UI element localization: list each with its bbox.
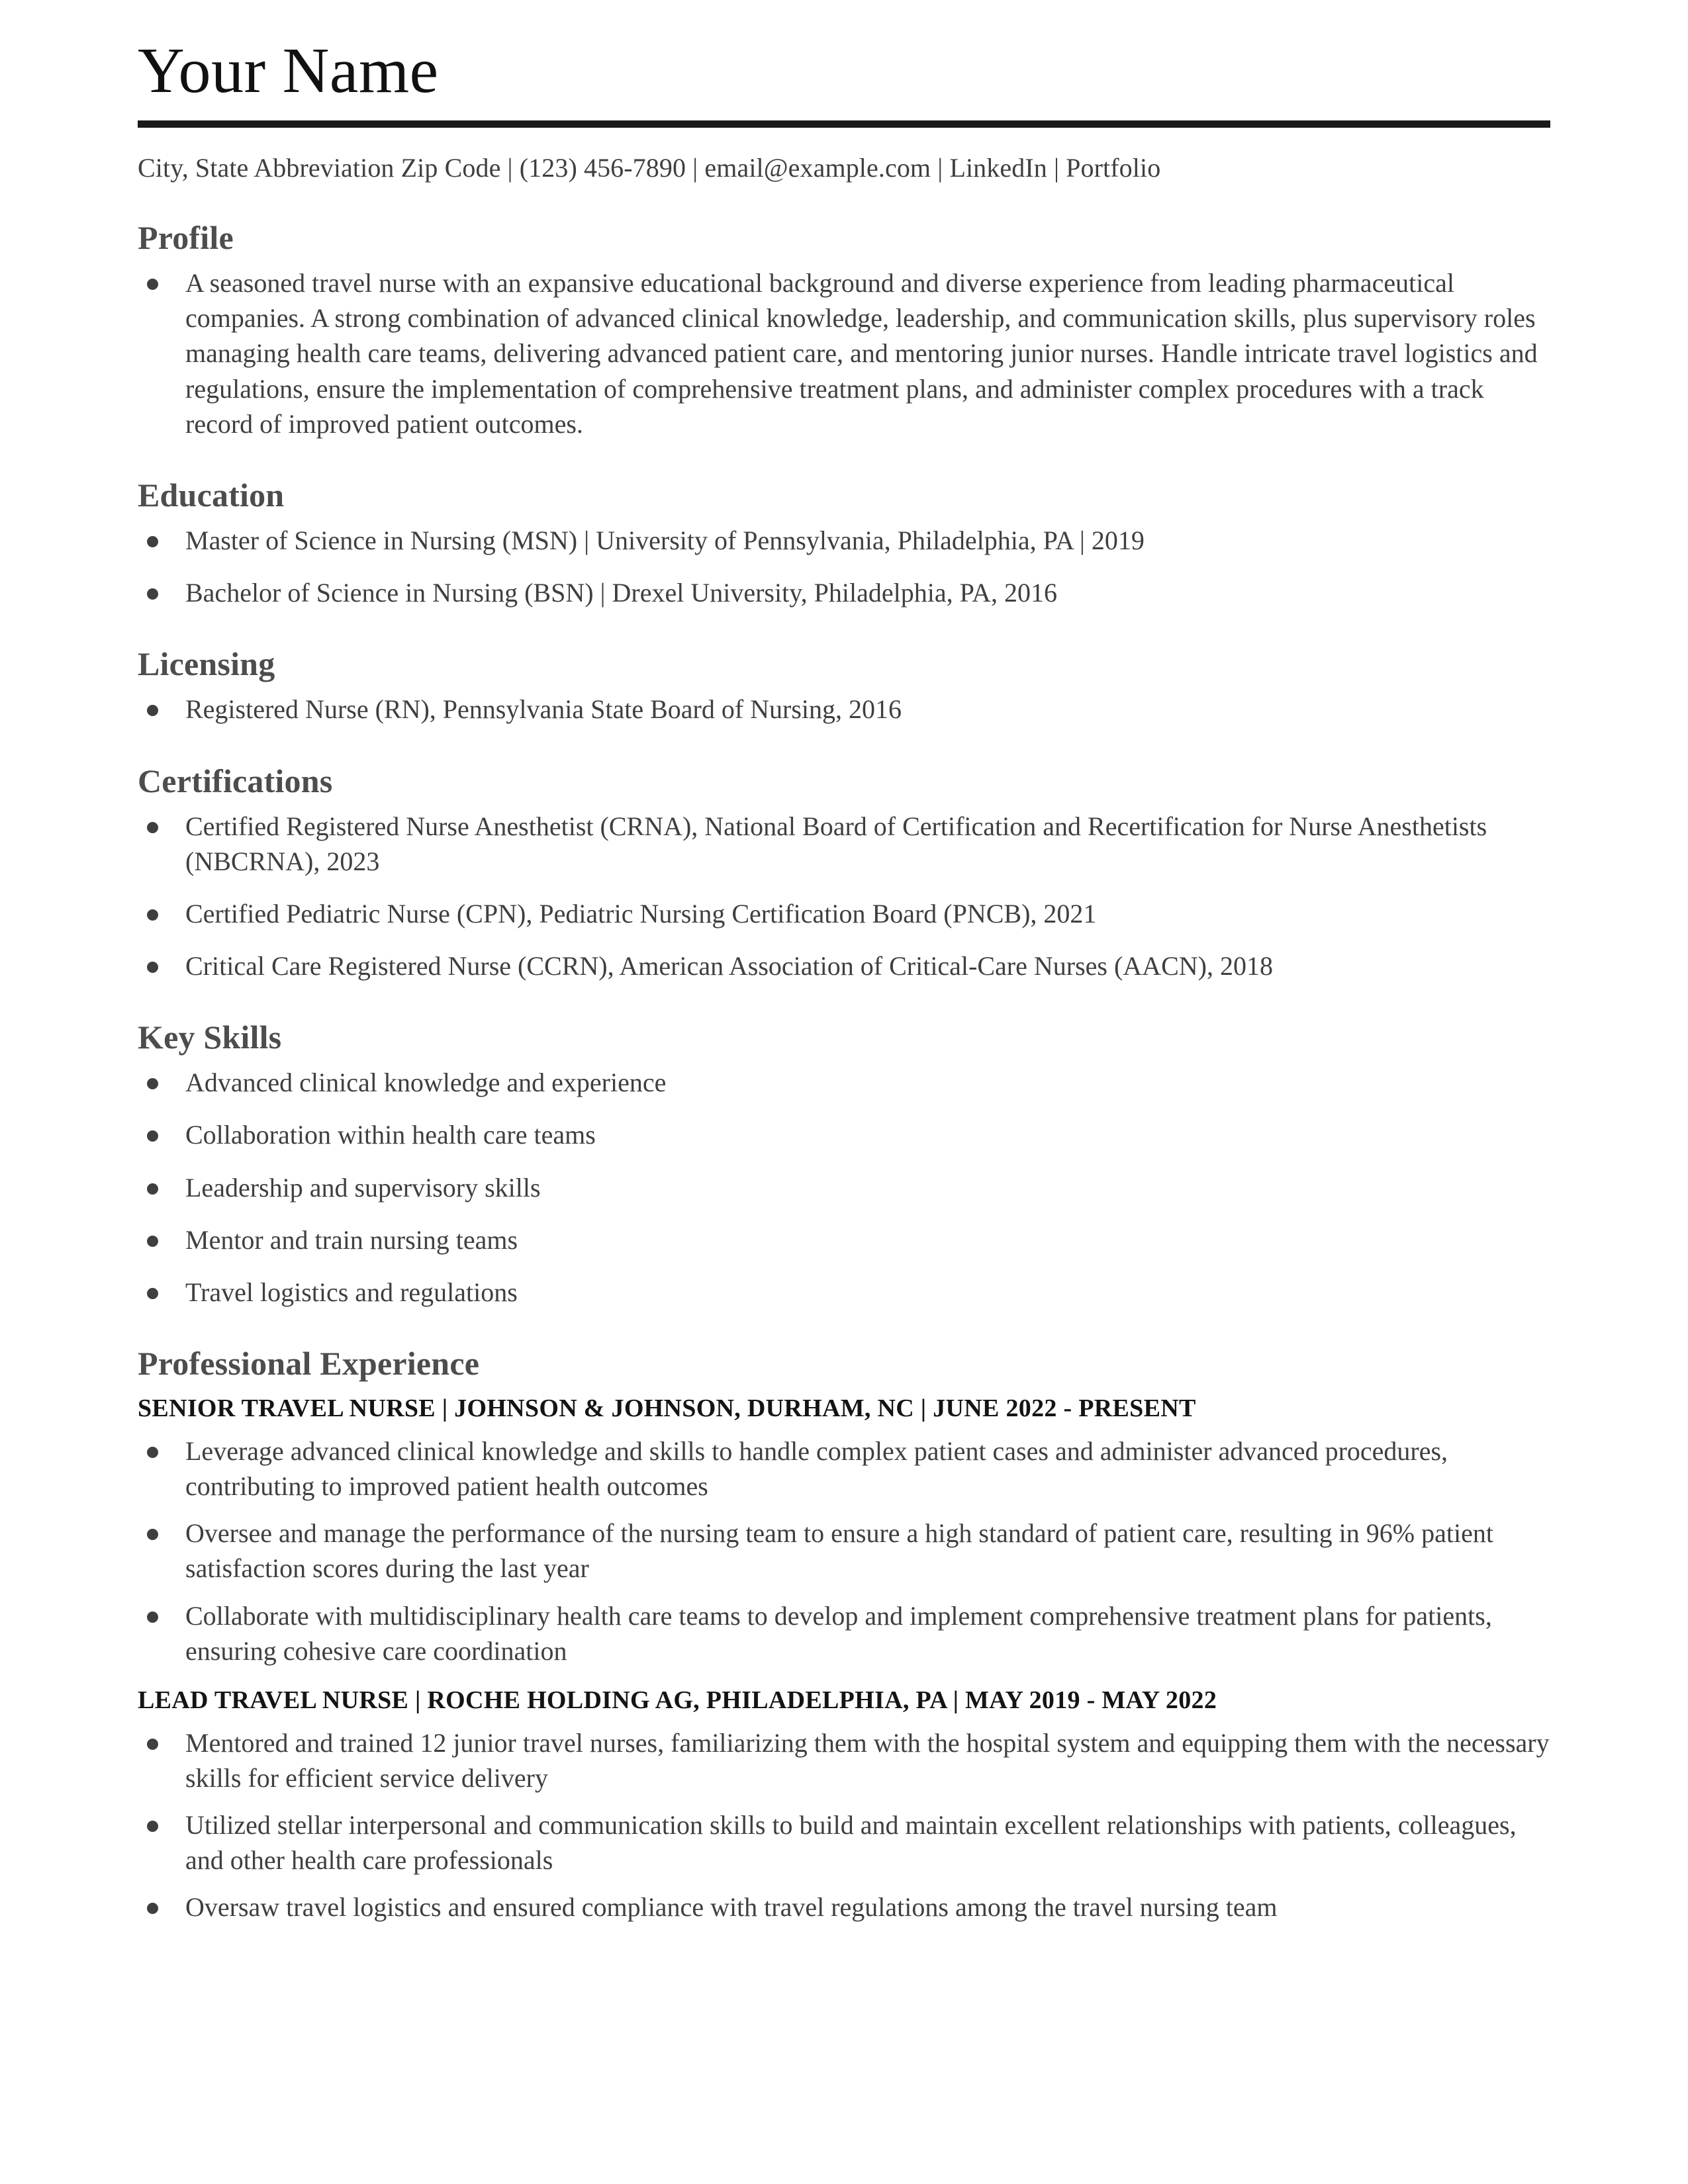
- list-item: A seasoned travel nurse with an expansive educational background and diverse experience from leading pharmaceutical companies. A strong combination of advanced clinical knowledge, leadership, and communication skills, plus supervisory roles managing health care teams, delivering advanced patient care, and mentoring junior nurses. Handle intricate travel logistics and regulations, ensure the implementation of comprehensive treatment plans, and administer complex procedures with a track record of improved patient outcomes.: [138, 265, 1550, 441]
- certifications-list: [138, 809, 1550, 984]
- key-skills-list: [138, 1065, 1550, 1310]
- list-item: Utilized stellar interpersonal and communication skills to build and maintain excellent relationships with patients, colleagues, and other health care professionals: [138, 1807, 1550, 1878]
- experience-entry: [138, 1686, 1550, 1925]
- list-item: Mentor and train nursing teams: [138, 1222, 1550, 1257]
- education-list: [138, 523, 1550, 610]
- list-item: Oversaw travel logistics and ensured compliance with travel regulations among the travel nursing team: [138, 1889, 1550, 1925]
- job-title: SENIOR TRAVEL NURSE | JOHNSON & JOHNSON, DURHAM, NC | JUNE 2022 - PRESENT: [138, 1394, 1196, 1423]
- section-certifications: [138, 763, 1550, 984]
- list-item: Mentored and trained 12 junior travel nurses, familiarizing them with the hospital system and equipping them with the necessary skills for efficient service delivery: [138, 1725, 1550, 1796]
- list-item: Leverage advanced clinical knowledge and skills to handle complex patient cases and administer advanced procedures, contributing to improved patient health outcomes: [138, 1433, 1550, 1504]
- section-heading-licensing: Licensing: [138, 645, 275, 683]
- list-item: Registered Nurse (RN), Pennsylvania State Board of Nursing, 2016: [138, 692, 1550, 727]
- section-heading-professional-experience: Professional Experience: [138, 1345, 480, 1383]
- header-divider: [138, 120, 1550, 128]
- licensing-list: [138, 692, 1550, 727]
- list-item: Collaborate with multidisciplinary health care teams to develop and implement comprehensive treatment plans for patients, ensuring cohesive care coordination: [138, 1598, 1550, 1668]
- section-professional-experience: [138, 1345, 1550, 1925]
- profile-list: [138, 265, 1550, 441]
- list-item: Advanced clinical knowledge and experience: [138, 1065, 1550, 1100]
- section-heading-certifications: Certifications: [138, 762, 333, 799]
- list-item: Master of Science in Nursing (MSN) | University of Pennsylvania, Philadelphia, PA | 2019: [138, 523, 1550, 558]
- section-key-skills: [138, 1019, 1550, 1310]
- list-item: Bachelor of Science in Nursing (BSN) | Drexel University, Philadelphia, PA, 2016: [138, 575, 1550, 610]
- job-title: LEAD TRAVEL NURSE | ROCHE HOLDING AG, PHILADELPHIA, PA | MAY 2019 - MAY 2022: [138, 1686, 1217, 1714]
- list-item: Certified Pediatric Nurse (CPN), Pediatric Nursing Certification Board (PNCB), 2021: [138, 896, 1550, 931]
- section-heading-key-skills: Key Skills: [138, 1019, 282, 1056]
- list-item: Travel logistics and regulations: [138, 1275, 1550, 1310]
- job-responsibility-list: [138, 1433, 1550, 1668]
- section-heading-education: Education: [138, 476, 285, 514]
- section-heading-profile: Profile: [138, 219, 234, 256]
- section-profile: [138, 220, 1550, 441]
- list-item: Oversee and manage the performance of the nursing team to ensure a high standard of patient care, resulting in 96% patient satisfaction scores during the last year: [138, 1516, 1550, 1586]
- section-licensing: [138, 646, 1550, 727]
- list-item: Collaboration within health care teams: [138, 1117, 1550, 1152]
- experience-entry: [138, 1394, 1550, 1668]
- page-title: Your Name: [138, 35, 439, 107]
- list-item: Critical Care Registered Nurse (CCRN), American Association of Critical-Care Nurses (AACN), 2018: [138, 948, 1550, 983]
- section-education: [138, 477, 1550, 610]
- contact-line: City, State Abbreviation Zip Code | (123) 456-7890 | email@example.com | LinkedIn | Portfolio: [138, 153, 1161, 183]
- job-responsibility-list: [138, 1725, 1550, 1925]
- list-item: Leadership and supervisory skills: [138, 1170, 1550, 1205]
- list-item: Certified Registered Nurse Anesthetist (CRNA), National Board of Certification and Recertification for Nurse Anesthetists (NBCRNA), 2023: [138, 809, 1550, 879]
- resume-header: [138, 0, 1550, 184]
